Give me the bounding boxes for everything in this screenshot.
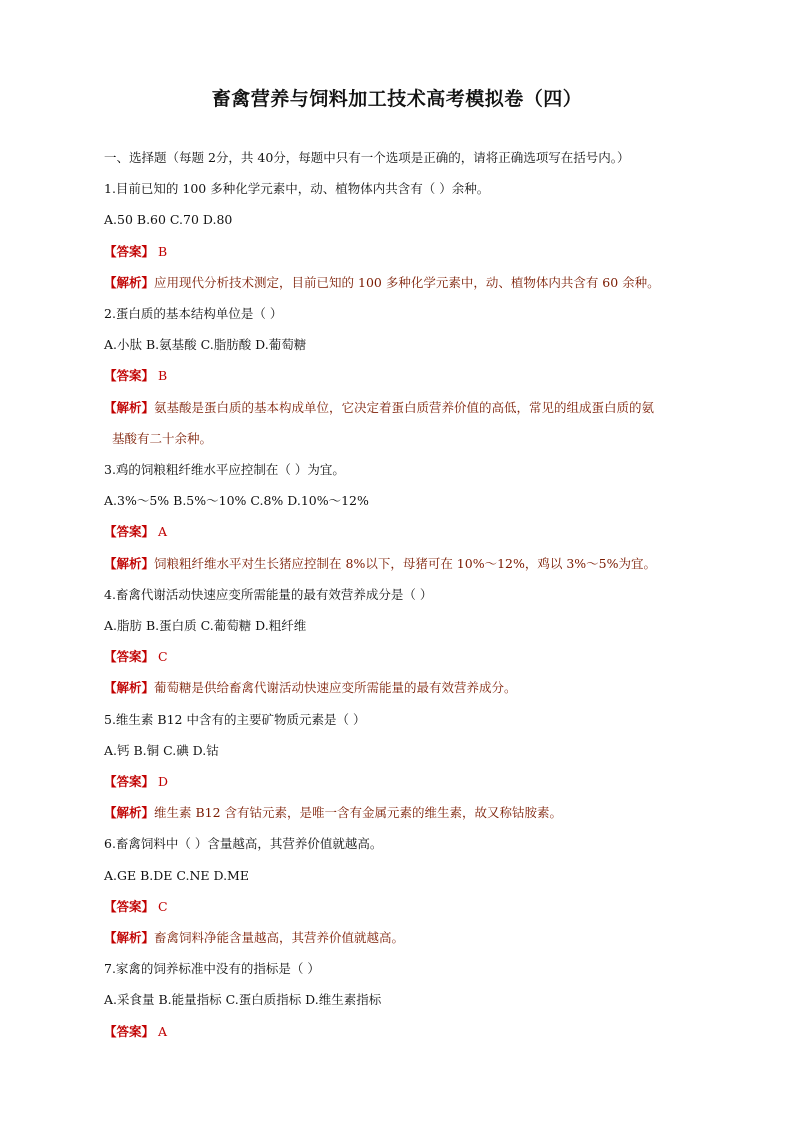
- answer-value: A: [158, 524, 168, 540]
- question-stem: 1.目前已知的 100 多种化学元素中，动、植物体内共含有（ ）余种。: [104, 181, 490, 197]
- question-options: A.钙 B.铜 C.碘 D.钴: [104, 742, 219, 758]
- question-options: A.采食量 B.能量指标 C.蛋白质指标 D.维生素指标: [104, 992, 382, 1008]
- question-stem: 4.畜禽代谢活动快速应变所需能量的最有效营养成分是（ ）: [104, 586, 433, 602]
- question-stem: 2.蛋白质的基本结构单位是（ ）: [104, 306, 283, 322]
- question-stem: 5.维生素 B12 中含有的主要矿物质元素是（ ）: [104, 711, 366, 727]
- question-options: A.50 B.60 C.70 D.80: [104, 212, 233, 228]
- answer-label: 【答案】: [104, 898, 155, 914]
- answer-value: B: [158, 368, 168, 384]
- question-item: [104, 704, 734, 829]
- answer-value: D: [158, 774, 169, 790]
- analysis-line: [104, 672, 734, 703]
- answer-line: [104, 891, 734, 922]
- analysis-text: 氨基酸是蛋白质的基本构成单位，它决定着蛋白质营养价值的高低，常见的组成蛋白质的氨: [154, 399, 655, 415]
- question-list: [104, 142, 734, 1047]
- question-stem: 6.畜禽饲料中（ ）含量越高，其营养价值就越高。: [104, 836, 383, 852]
- analysis-label: 【解析】: [104, 399, 155, 415]
- analysis-line: [104, 548, 734, 579]
- analysis-line: [104, 922, 734, 953]
- analysis-label: 【解析】: [104, 930, 155, 946]
- analysis-label: 【解析】: [104, 805, 155, 821]
- answer-label: 【答案】: [104, 774, 155, 790]
- question-item: [104, 454, 734, 579]
- analysis-label: 【解析】: [104, 274, 155, 290]
- analysis-text: 葡萄糖是供给畜禽代谢活动快速应变所需能量的最有效营养成分。: [154, 680, 517, 696]
- answer-line: [104, 1016, 734, 1047]
- answer-line: [104, 236, 734, 267]
- analysis-text: 维生素 B12 含有钴元素，是唯一含有金属元素的维生素，故又称钴胺素。: [154, 805, 563, 821]
- question-stem: 7.家禽的饲养标准中没有的指标是（ ）: [104, 961, 320, 977]
- answer-label: 【答案】: [104, 1023, 155, 1039]
- answer-label: 【答案】: [104, 524, 155, 540]
- question-options: A.GE B.DE C.NE D.ME: [104, 867, 249, 883]
- question-options: A.小肽 B.氨基酸 C.脂肪酸 D.葡萄糖: [104, 337, 307, 353]
- answer-value: C: [158, 898, 168, 914]
- question-stem: 3.鸡的饲粮粗纤维水平应控制在（ ）为宜。: [104, 462, 345, 478]
- answer-value: A: [158, 1023, 168, 1039]
- question-item: [104, 579, 734, 704]
- answer-line: [104, 516, 734, 547]
- answer-value: B: [158, 243, 168, 259]
- answer-line: [104, 766, 734, 797]
- analysis-line: [104, 797, 734, 828]
- answer-label: 【答案】: [104, 649, 155, 665]
- analysis-label: 【解析】: [104, 680, 155, 696]
- analysis-line: [104, 267, 734, 298]
- answer-label: 【答案】: [104, 243, 155, 259]
- analysis-text: 应用现代分析技术测定，目前已知的 100 多种化学元素中，动、植物体内共含有 60 余种。: [154, 274, 660, 290]
- question-item: [104, 953, 734, 1047]
- page-title: 畜禽营养与饲料加工技术高考模拟卷（四）: [211, 88, 583, 110]
- question-options: A.脂肪 B.蛋白质 C.葡萄糖 D.粗纤维: [104, 618, 307, 634]
- answer-line: [104, 360, 734, 391]
- analysis-label: 【解析】: [104, 555, 155, 571]
- question-item: [104, 298, 734, 454]
- answer-label: 【答案】: [104, 368, 155, 384]
- analysis-continuation: [104, 423, 734, 454]
- section-heading: 一、选择题（每题 2分，共 40分，每题中只有一个选项是正确的，请将正确选项写在括号内。）: [104, 150, 630, 165]
- analysis-text: 饲粮粗纤维水平对生长猪应控制在 8%以下，母猪可在 10%～12%，鸡以 3%～5%为宜。: [154, 555, 656, 571]
- question-options: A.3%～5% B.5%～10% C.8% D.10%～12%: [104, 493, 369, 509]
- answer-line: [104, 641, 734, 672]
- question-item: [104, 173, 734, 298]
- question-item: [104, 828, 734, 953]
- analysis-text-cont: 基酸有二十余种。: [112, 430, 213, 446]
- answer-value: C: [158, 649, 168, 665]
- analysis-text: 畜禽饲料净能含量越高，其营养价值就越高。: [154, 930, 405, 946]
- analysis-line: [104, 392, 734, 423]
